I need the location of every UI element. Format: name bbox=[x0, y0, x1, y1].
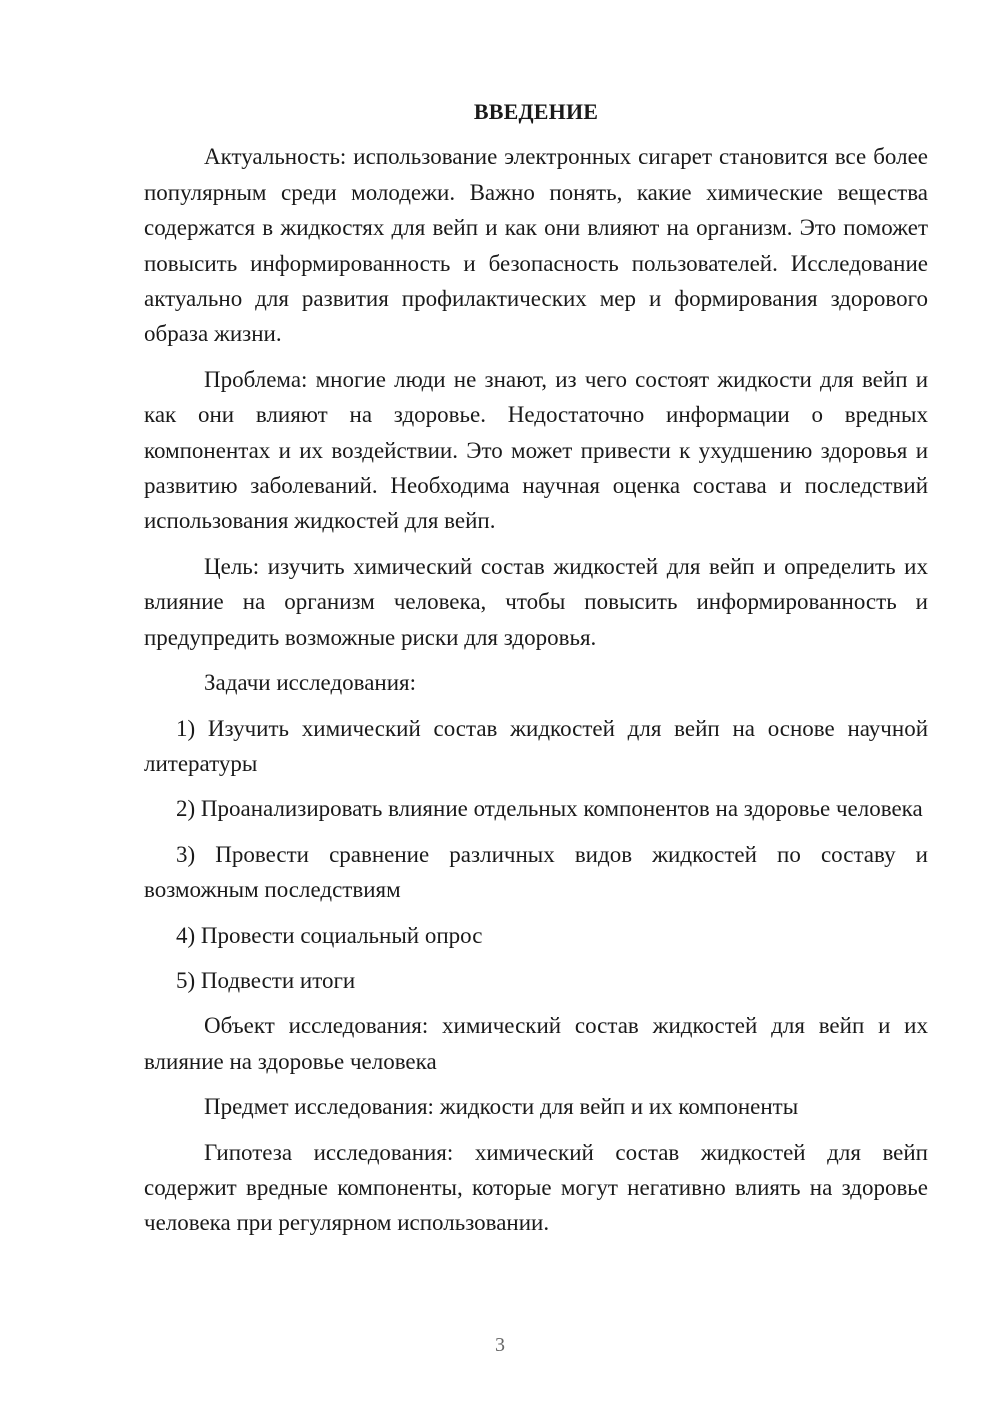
page-title: ВВЕДЕНИЕ bbox=[473, 99, 599, 124]
subject-paragraph: Предмет исследования: жидкости для вейп и их компоненты bbox=[204, 1094, 799, 1120]
tasks-list bbox=[144, 711, 928, 999]
tasks-heading: Задачи исследования: bbox=[204, 670, 417, 696]
relevance-paragraph: Актуальность: использование электронных сигарет становится все более популярным среди молодежи. Важно понять, какие химические вещества содержатся в жидкостях для вейп и как они влияют на организм. Это поможет повысить информированность и безопасность пользователей. Исследование актуально для развития профилактических мер и формирования здорового образа жизни. bbox=[144, 144, 928, 347]
list-item: 5) Подвести итоги bbox=[176, 967, 356, 993]
page-content bbox=[144, 94, 928, 1251]
hypothesis-paragraph: Гипотеза исследования: химический состав жидкостей для вейп содержит вредные компоненты, которые могут негативно влиять на здоровье человека при регулярном использовании. bbox=[144, 1139, 928, 1236]
list-item: 1) Изучить химический состав жидкостей для вейп на основе научной литературы bbox=[144, 715, 928, 776]
object-paragraph: Объект исследования: химический состав жидкостей для вейп и их влияние на здоровье человека bbox=[144, 1013, 928, 1074]
problem-paragraph: Проблема: многие люди не знают, из чего состоят жидкости для вейп и как они влияют на здоровье. Недостаточно информации о вредных компонентах и их воздействии. Это может привести к ухудшению здоровья и развитию заболеваний. Необходима научная оценка состава и последствий использования жидкостей для вейп. bbox=[144, 366, 928, 534]
list-item: 2) Проанализировать влияние отдельных компонентов на здоровье человека bbox=[176, 796, 923, 822]
goal-paragraph: Цель: изучить химический состав жидкостей для вейп и определить их влияние на организм человека, чтобы повысить информированность и предупредить возможные риски для здоровья. bbox=[144, 553, 928, 650]
list-item: 4) Провести социальный опрос bbox=[176, 922, 483, 948]
page-number: 3 bbox=[495, 1334, 505, 1356]
list-item: 3) Провести сравнение различных видов жидкостей по составу и возможным последствиям bbox=[144, 841, 928, 903]
